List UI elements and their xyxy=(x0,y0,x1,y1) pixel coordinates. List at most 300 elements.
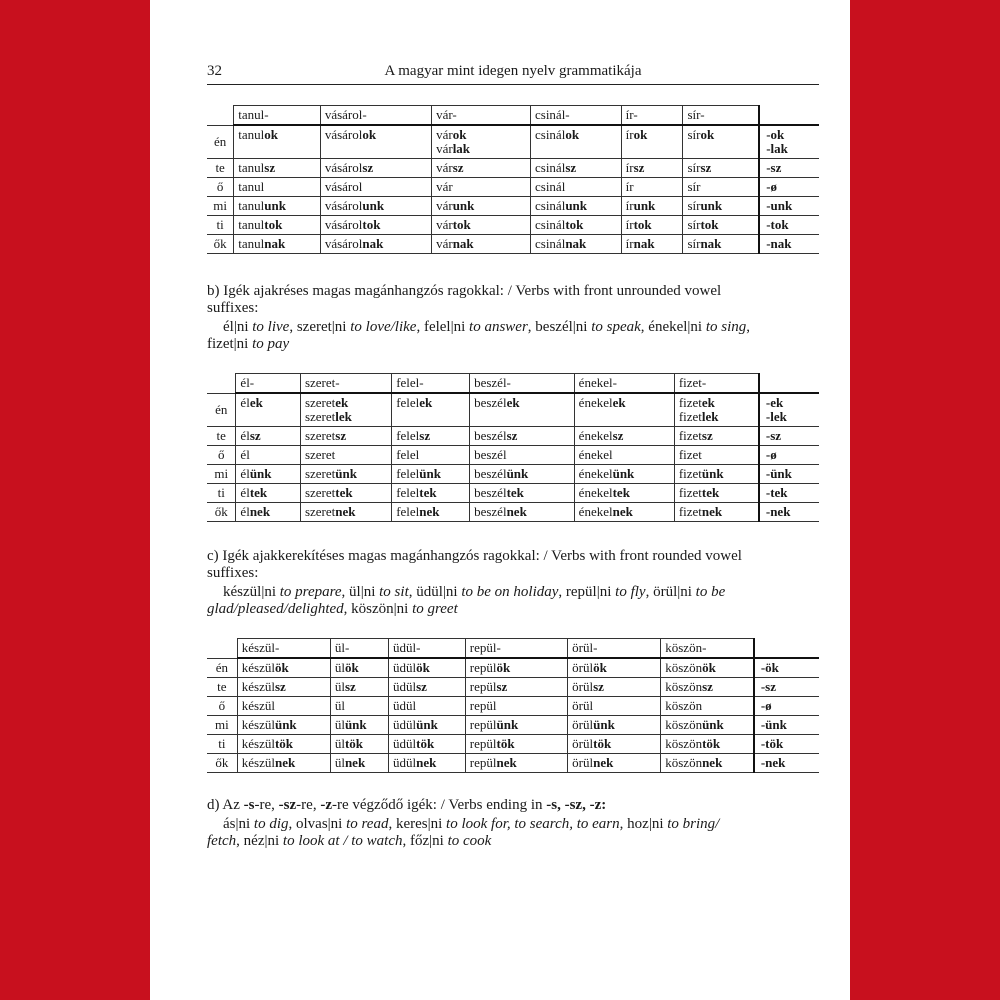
table-row xyxy=(207,235,819,254)
verb-ending: ünk xyxy=(612,466,635,481)
verb-ending: tok xyxy=(362,217,381,232)
verb-form: sír xyxy=(683,178,759,197)
verb-ending: nek xyxy=(612,504,633,519)
verb-ending: ok xyxy=(452,127,467,142)
verb-ending: ek xyxy=(506,395,520,410)
suffix: -nak xyxy=(759,235,819,254)
verb-ending: lak xyxy=(452,141,471,156)
section-d-heading: d) Az -s-re, -sz-re, -z-re végződő igék: / Verbs ending in -s, -sz, -z: xyxy=(207,797,607,813)
page-number: 32 xyxy=(207,63,222,79)
verb-ending: nek xyxy=(506,504,527,519)
verb-form: repültök xyxy=(465,735,567,754)
verb-form: csináltok xyxy=(530,216,621,235)
verb-ending: nak xyxy=(700,236,722,251)
verb-form: örülsz xyxy=(568,678,661,697)
verb-form: sírunk xyxy=(683,197,759,216)
verb-form: írsz xyxy=(621,159,683,178)
table-row xyxy=(207,503,819,522)
verb-form: üdülnek xyxy=(389,754,466,773)
suffix: -ok -lak xyxy=(759,125,819,159)
verb-form: írnak xyxy=(621,235,683,254)
verb-ending: sz xyxy=(506,428,518,443)
verb-ending: nak xyxy=(362,236,384,251)
gloss: to cook xyxy=(447,833,492,849)
bold-suffix: -sz xyxy=(278,797,297,813)
suffix: -unk xyxy=(759,197,819,216)
verb-form: repülnek xyxy=(465,754,567,773)
conjugation-table-a xyxy=(207,105,819,254)
verb-ending: tök xyxy=(593,736,612,751)
verb-ending: ünk xyxy=(593,717,615,732)
verb-stem-header: örül- xyxy=(568,639,661,659)
verb-ending: ünk xyxy=(702,717,724,732)
verb-form: csinál xyxy=(530,178,621,197)
table-row xyxy=(207,197,819,216)
pronoun: mi xyxy=(207,716,237,735)
verb-stem-header: csinál- xyxy=(530,106,621,126)
table-row xyxy=(207,159,819,178)
verb-ending: lek xyxy=(335,409,352,424)
bold-suffix: -s, -sz, -z: xyxy=(546,797,607,813)
gloss: to prepare xyxy=(279,584,342,600)
pronoun: én xyxy=(207,393,236,427)
verb-form: készültök xyxy=(237,735,330,754)
verb-form: vár xyxy=(432,178,531,197)
table-row xyxy=(207,178,819,197)
verb-ending: tök xyxy=(702,736,721,751)
verb-ending: ok xyxy=(700,127,715,142)
verb-ending: sz xyxy=(249,428,261,443)
verb-ending: nak xyxy=(565,236,587,251)
verb-form: ülünk xyxy=(330,716,388,735)
suffix: -nek xyxy=(754,754,819,773)
gloss: to live xyxy=(252,319,290,335)
verb-form: ülsz xyxy=(330,678,388,697)
verb-form: ír xyxy=(621,178,683,197)
table-header-row xyxy=(207,374,819,394)
verb-form: csinálsz xyxy=(530,159,621,178)
table-row xyxy=(207,484,819,503)
gloss: to sing xyxy=(705,319,747,335)
verb-form: tanulok xyxy=(234,125,321,159)
gloss: to dig xyxy=(253,816,289,832)
table-row xyxy=(207,658,819,678)
pronoun: ők xyxy=(207,754,237,773)
verb-ending: ek xyxy=(612,395,626,410)
verb-form: ülnek xyxy=(330,754,388,773)
verb-ending: tök xyxy=(274,736,294,751)
table-row xyxy=(207,754,819,773)
verb-form: repülsz xyxy=(465,678,567,697)
gloss: to look for, to search, to earn xyxy=(446,816,620,832)
verb-form: üdülünk xyxy=(389,716,466,735)
verb-ending: ök xyxy=(496,660,511,675)
verb-ending: sz xyxy=(496,679,508,694)
suffix: -sz xyxy=(754,678,819,697)
suffix: -tok xyxy=(759,216,819,235)
verb-ending: nak xyxy=(452,236,474,251)
verb-ending: tek xyxy=(612,485,630,500)
verb-form: ülök xyxy=(330,658,388,678)
section-b-heading-cont: suffixes: xyxy=(207,300,259,316)
verb-form: készülsz xyxy=(237,678,330,697)
verb-ending: tok xyxy=(452,217,471,232)
verb-ending: tek xyxy=(506,485,524,500)
verb-stem-header: vár- xyxy=(432,106,531,126)
verb-form: fizettek xyxy=(674,484,759,503)
verb-form: vásárolunk xyxy=(320,197,431,216)
verb-stem-header: repül- xyxy=(465,639,567,659)
table-row xyxy=(207,697,819,716)
verb-ending: tok xyxy=(633,217,652,232)
pronoun-header xyxy=(207,639,237,659)
verb-ending: sz xyxy=(702,679,713,694)
verb-form: üdülök xyxy=(389,658,466,678)
verb-form: írunk xyxy=(621,197,683,216)
table-row xyxy=(207,216,819,235)
verb-ending: ök xyxy=(344,660,359,675)
verb-form: várok várlak xyxy=(432,125,531,159)
verb-stem-header: üdül- xyxy=(389,639,466,659)
verb-ending: sz xyxy=(416,679,427,694)
verb-ending: nek xyxy=(419,504,440,519)
verb-ending: nek xyxy=(335,504,356,519)
verb-ending: unk xyxy=(264,198,286,213)
verb-form: sírnak xyxy=(683,235,759,254)
verb-form: tanultok xyxy=(234,216,321,235)
verb-ending: ök xyxy=(416,660,430,675)
section-d-examples: ás|ni to dig, olvas|ni to read, keres|ni to look for, to search, to earn, hoz|ni to bring/ xyxy=(223,816,720,832)
verb-form: fizetünk xyxy=(674,465,759,484)
verb-ending: nek xyxy=(416,755,437,770)
verb-ending: tök xyxy=(344,736,364,751)
verb-ending: ok xyxy=(633,127,648,142)
section-b-examples: él|ni to live, szeret|ni to love/like, felel|ni to answer, beszél|ni to speak, énekel|ni to sing, xyxy=(223,319,751,335)
verb-form: vásároltok xyxy=(320,216,431,235)
suffix: -sz xyxy=(759,159,819,178)
verb-form: beszél xyxy=(470,446,575,465)
verb-form: köszönünk xyxy=(661,716,754,735)
verb-form: fizetsz xyxy=(674,427,759,446)
verb-form: fizet xyxy=(674,446,759,465)
verb-ending: nek xyxy=(593,755,614,770)
pronoun: én xyxy=(207,125,234,159)
verb-ending: ünk xyxy=(496,717,519,732)
verb-ending: sz xyxy=(452,160,464,175)
table-row xyxy=(207,465,819,484)
verb-form: köszönnek xyxy=(661,754,754,773)
section-b-examples-cont: fizet|ni to pay xyxy=(207,336,290,352)
verb-form: szeretnek xyxy=(300,503,391,522)
verb-form: élek xyxy=(236,393,301,427)
verb-stem-header: ír- xyxy=(621,106,683,126)
verb-form: vásárol xyxy=(320,178,431,197)
verb-form: beszélek xyxy=(470,393,575,427)
section-c-heading: c) Igék ajakkerekítéses magas magánhangzós ragokkal: / Verbs with front rounded vowel xyxy=(207,548,742,564)
suffix-header xyxy=(759,106,819,126)
verb-form: fizetek fizetlek xyxy=(674,393,759,427)
table-row xyxy=(207,393,819,427)
verb-stem-header: ül- xyxy=(330,639,388,659)
verb-form: szeretek szeretlek xyxy=(300,393,391,427)
verb-stem-header: él- xyxy=(236,374,301,394)
verb-form: szeretsz xyxy=(300,427,391,446)
verb-ending: sz xyxy=(419,428,431,443)
verb-form: beszélnek xyxy=(470,503,575,522)
table-row xyxy=(207,446,819,465)
gloss: to sit xyxy=(379,584,409,600)
verb-ending: ünk xyxy=(701,466,724,481)
verb-ending: ök xyxy=(274,660,289,675)
verb-form: élünk xyxy=(236,465,301,484)
suffix: -ø xyxy=(759,446,819,465)
verb-form: vásárolsz xyxy=(320,159,431,178)
verb-ending: sz xyxy=(344,679,356,694)
verb-form: csinálunk xyxy=(530,197,621,216)
verb-form: sírtok xyxy=(683,216,759,235)
table-row xyxy=(207,125,819,159)
table-header-row xyxy=(207,639,819,659)
verb-form: örültök xyxy=(568,735,661,754)
verb-form: beszélünk xyxy=(470,465,575,484)
pronoun: ő xyxy=(207,178,234,197)
verb-ending: tek xyxy=(419,485,437,500)
verb-ending: tok xyxy=(565,217,584,232)
book-title: A magyar mint idegen nyelv grammatikája xyxy=(384,63,642,79)
verb-form: élsz xyxy=(236,427,301,446)
verb-ending: lek xyxy=(701,409,719,424)
verb-ending: sz xyxy=(700,160,712,175)
verb-ending: sz xyxy=(362,160,374,175)
verb-ending: unk xyxy=(565,198,588,213)
gloss: to be on holiday xyxy=(461,584,559,600)
pronoun: ti xyxy=(207,484,236,503)
pronoun: te xyxy=(207,427,236,446)
verb-form: örülnek xyxy=(568,754,661,773)
verb-form: írok xyxy=(621,125,683,159)
verb-ending: nek xyxy=(344,755,366,770)
verb-form: üdül xyxy=(389,697,466,716)
verb-ending: sz xyxy=(701,428,713,443)
pronoun: mi xyxy=(207,465,236,484)
verb-ending: ünk xyxy=(416,717,438,732)
verb-form: írtok xyxy=(621,216,683,235)
verb-form: repülök xyxy=(465,658,567,678)
verb-ending: ek xyxy=(419,395,433,410)
suffix: -ek -lek xyxy=(759,393,819,427)
suffix-header xyxy=(754,639,819,659)
table-row xyxy=(207,735,819,754)
gloss: glad/pleased/delighted xyxy=(207,601,344,617)
verb-form: felelek xyxy=(392,393,470,427)
verb-form: tanulsz xyxy=(234,159,321,178)
verb-ending: ünk xyxy=(419,466,441,481)
bold-suffix: -z xyxy=(320,797,332,813)
verb-stem-header: vásárol- xyxy=(320,106,431,126)
pronoun: ti xyxy=(207,735,237,754)
verb-stem-header: beszél- xyxy=(470,374,575,394)
verb-form: fizetnek xyxy=(674,503,759,522)
section-d-examples-cont: fetch, néz|ni to look at / to watch, főz|ni to cook xyxy=(207,833,492,849)
verb-form: beszélsz xyxy=(470,427,575,446)
gloss: to look at / to watch xyxy=(282,833,403,849)
verb-form: énekeltek xyxy=(574,484,674,503)
verb-form: felelünk xyxy=(392,465,470,484)
pronoun: ő xyxy=(207,446,236,465)
verb-form: készülök xyxy=(237,658,330,678)
verb-form: várnak xyxy=(432,235,531,254)
verb-form: köszöntök xyxy=(661,735,754,754)
verb-form: éltek xyxy=(236,484,301,503)
verb-ending: ünk xyxy=(274,717,297,732)
verb-ending: tök xyxy=(416,736,435,751)
table-row xyxy=(207,678,819,697)
pronoun: én xyxy=(207,658,237,678)
table-row xyxy=(207,427,819,446)
verb-ending: sz xyxy=(612,428,624,443)
verb-ending: ök xyxy=(702,660,716,675)
verb-ending: nek xyxy=(274,755,296,770)
pronoun: te xyxy=(207,159,234,178)
verb-form: üdültök xyxy=(389,735,466,754)
verb-ending: sz xyxy=(565,160,577,175)
verb-form: vásárolnak xyxy=(320,235,431,254)
verb-form: örülök xyxy=(568,658,661,678)
verb-ending: unk xyxy=(700,198,723,213)
verb-ending: tök xyxy=(496,736,515,751)
verb-ending: nek xyxy=(249,504,271,519)
suffix: -ø xyxy=(759,178,819,197)
verb-ending: ünk xyxy=(506,466,529,481)
pronoun: ő xyxy=(207,697,237,716)
verb-form: tanul xyxy=(234,178,321,197)
suffix: -ünk xyxy=(754,716,819,735)
verb-ending: sz xyxy=(593,679,604,694)
pronoun: ők xyxy=(207,503,236,522)
verb-form: felelsz xyxy=(392,427,470,446)
conjugation-table-b xyxy=(207,373,819,522)
verb-ending: unk xyxy=(452,198,475,213)
verb-stem-header: sír- xyxy=(683,106,759,126)
verb-form: feleltek xyxy=(392,484,470,503)
gloss: to pay xyxy=(252,336,290,352)
verb-form: üdülsz xyxy=(389,678,466,697)
verb-form: felelnek xyxy=(392,503,470,522)
verb-ending: ök xyxy=(593,660,607,675)
verb-ending: ünk xyxy=(335,466,357,481)
verb-stem-header: köszön- xyxy=(661,639,754,659)
verb-form: énekelsz xyxy=(574,427,674,446)
suffix: -ø xyxy=(754,697,819,716)
verb-ending: sz xyxy=(264,160,276,175)
verb-stem-header: énekel- xyxy=(574,374,674,394)
section-c-examples: készül|ni to prepare, ül|ni to sit, üdül|ni to be on holiday, repül|ni to fly, örül|ni to be xyxy=(223,584,726,600)
verb-form: énekelünk xyxy=(574,465,674,484)
verb-form: énekelnek xyxy=(574,503,674,522)
verb-form: köszönök xyxy=(661,658,754,678)
conjugation-table-c xyxy=(207,638,819,773)
verb-ending: tok xyxy=(700,217,719,232)
pronoun: ők xyxy=(207,235,234,254)
verb-ending: tek xyxy=(249,485,268,500)
verb-ending: unk xyxy=(633,198,656,213)
verb-stem-header: szeret- xyxy=(300,374,391,394)
verb-ending: ünk xyxy=(344,717,367,732)
gloss: to speak xyxy=(591,319,641,335)
suffix: -ünk xyxy=(759,465,819,484)
verb-form: köszön xyxy=(661,697,754,716)
suffix: -nek xyxy=(759,503,819,522)
section-c-examples-cont: glad/pleased/delighted, köszön|ni to greet xyxy=(207,601,458,617)
verb-ending: nak xyxy=(633,236,655,251)
pronoun-header xyxy=(207,374,236,394)
verb-ending: tok xyxy=(264,217,283,232)
pronoun: ti xyxy=(207,216,234,235)
verb-form: sírsz xyxy=(683,159,759,178)
verb-form: szerettek xyxy=(300,484,391,503)
verb-form: ül xyxy=(330,697,388,716)
gloss: to love/like xyxy=(350,319,417,335)
section-c-heading-cont: suffixes: xyxy=(207,565,259,581)
verb-form: élnek xyxy=(236,503,301,522)
table-header-row xyxy=(207,106,819,126)
verb-form: örülünk xyxy=(568,716,661,735)
verb-form: készül xyxy=(237,697,330,716)
verb-form: köszönsz xyxy=(661,678,754,697)
verb-form: sírok xyxy=(683,125,759,159)
verb-form: repülünk xyxy=(465,716,567,735)
verb-stem-header: felel- xyxy=(392,374,470,394)
gloss: to be xyxy=(695,584,726,600)
verb-ending: ünk xyxy=(249,466,272,481)
verb-ending: tek xyxy=(701,485,720,500)
suffix: -sz xyxy=(759,427,819,446)
verb-ending: ek xyxy=(249,395,263,410)
verb-stem-header: tanul- xyxy=(234,106,321,126)
section-b-heading: b) Igék ajakréses magas magánhangzós ragokkal: / Verbs with front unrounded vowel xyxy=(207,283,722,299)
suffix: -tök xyxy=(754,735,819,754)
gloss: to greet xyxy=(412,601,458,617)
gloss: to bring/ xyxy=(667,816,720,832)
verb-stem-header: készül- xyxy=(237,639,330,659)
suffix: -tek xyxy=(759,484,819,503)
verb-form: tanulnak xyxy=(234,235,321,254)
suffix-header xyxy=(759,374,819,394)
pronoun: te xyxy=(207,678,237,697)
verb-form: örül xyxy=(568,697,661,716)
verb-ending: sz xyxy=(335,428,347,443)
gloss: to read xyxy=(346,816,389,832)
verb-ending: ok xyxy=(565,127,580,142)
gloss: to fly xyxy=(615,584,646,600)
verb-ending: nek xyxy=(701,504,723,519)
verb-form: ültök xyxy=(330,735,388,754)
verb-form: szeretünk xyxy=(300,465,391,484)
verb-form: énekel xyxy=(574,446,674,465)
verb-form: csinálok xyxy=(530,125,621,159)
verb-form: él xyxy=(236,446,301,465)
verb-ending: unk xyxy=(362,198,385,213)
verb-form: énekelek xyxy=(574,393,674,427)
table-row xyxy=(207,716,819,735)
verb-form: vásárolok xyxy=(320,125,431,159)
verb-form: repül xyxy=(465,697,567,716)
verb-form: készülnek xyxy=(237,754,330,773)
verb-form: vársz xyxy=(432,159,531,178)
verb-ending: nek xyxy=(496,755,517,770)
gloss: fetch xyxy=(207,833,237,849)
header-rule xyxy=(207,84,819,85)
